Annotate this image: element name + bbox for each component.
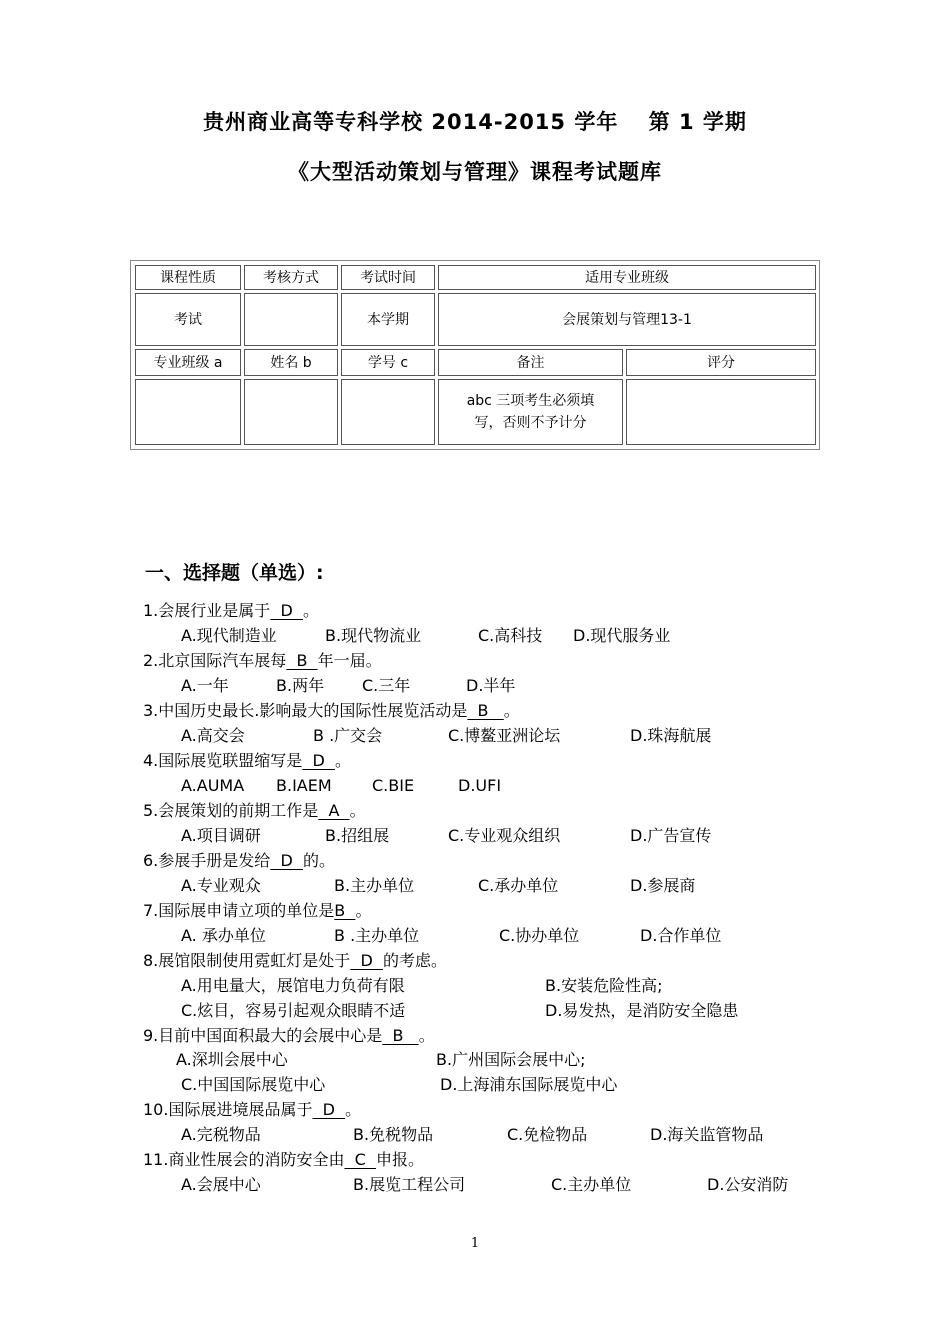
question-stem: 7.国际展申请立项的单位是B 。 xyxy=(143,901,372,920)
header-course-nature: 课程性质 xyxy=(135,265,241,290)
header-score: 评分 xyxy=(626,349,816,376)
option: A.完税物品 xyxy=(181,1125,261,1144)
answer-blank: B xyxy=(286,651,318,670)
option: C.主办单位 xyxy=(551,1175,632,1194)
option: A.现代制造业 xyxy=(181,626,277,645)
option: D.易发热，是消防安全隐患 xyxy=(545,1001,739,1020)
option: A.用电量大，展馆电力负荷有限 xyxy=(181,976,405,995)
option: B.安装危险性高; xyxy=(545,976,663,995)
question-stem: 3.中国历史最长.影响最大的国际性展览活动是 B 。 xyxy=(143,701,520,720)
header-applicable-class: 适用专业班级 xyxy=(438,265,816,290)
question-stem: 1.会展行业是属于 D 。 xyxy=(143,601,319,620)
header-assessment-method: 考核方式 xyxy=(244,265,338,290)
option: B.广州国际会展中心; xyxy=(436,1050,586,1069)
exam-title-course: 《大型活动策划与管理》课程考试题库 xyxy=(288,160,662,184)
header-student-id: 学号 c xyxy=(341,349,435,376)
option: A.AUMA xyxy=(181,776,245,795)
option: C.BIE xyxy=(372,776,415,795)
option: C.炫目，容易引起观众眼睛不适 xyxy=(181,1001,406,1020)
option: C.博鳌亚洲论坛 xyxy=(448,726,561,745)
option: B .广交会 xyxy=(313,726,383,745)
answer-blank: D xyxy=(312,1100,346,1119)
value-applicable-class: 会展策划与管理13-1 xyxy=(438,293,816,346)
option: B.IAEM xyxy=(276,776,332,795)
option: D.参展商 xyxy=(630,876,696,895)
question-stem: 5.会展策划的前期工作是 A 。 xyxy=(143,801,366,820)
option: A.专业观众 xyxy=(181,876,261,895)
option: C.高科技 xyxy=(478,626,543,645)
option: B.招组展 xyxy=(325,826,390,845)
option: B.主办单位 xyxy=(334,876,415,895)
option: C.三年 xyxy=(362,676,411,695)
option: C.协办单位 xyxy=(499,926,580,945)
question-stem: 4.国际展览联盟缩写是 D 。 xyxy=(143,751,351,770)
value-course-nature: 考试 xyxy=(135,293,241,346)
option: B.两年 xyxy=(276,676,325,695)
answer-blank: D xyxy=(270,851,303,870)
answer-blank: D xyxy=(350,951,383,970)
option: C.免检物品 xyxy=(507,1125,588,1144)
header-student-name: 姓名 b xyxy=(244,349,338,376)
answer-blank: D xyxy=(302,751,335,770)
input-major-class[interactable] xyxy=(135,379,241,445)
question-stem: 11.商业性展会的消防安全由 C 申报。 xyxy=(143,1150,424,1169)
option: B.免税物品 xyxy=(353,1125,434,1144)
option: B.现代物流业 xyxy=(325,626,422,645)
exam-info-table xyxy=(130,260,820,450)
value-assessment-method xyxy=(244,293,338,346)
value-remarks: abc 三项考生必须填写，否则不予计分 xyxy=(438,379,623,445)
page-number: 1 xyxy=(470,1236,480,1251)
option: D.珠海航展 xyxy=(630,726,712,745)
answer-blank: B xyxy=(382,1026,419,1045)
section-title-single-choice: 一、选择题（单选）: xyxy=(145,562,324,584)
answer-blank: B xyxy=(334,901,356,920)
answer-blank: B xyxy=(467,701,504,720)
question-stem: 2.北京国际汽车展每 B 年一届。 xyxy=(143,651,382,670)
option: B .主办单位 xyxy=(334,926,420,945)
answer-blank: D xyxy=(270,601,303,620)
answer-blank: A xyxy=(318,801,350,820)
header-major-class: 专业班级 a xyxy=(135,349,241,376)
option: A.一年 xyxy=(181,676,229,695)
option: A. 承办单位 xyxy=(181,926,266,945)
option: C.专业观众组织 xyxy=(448,826,561,845)
exam-title-school: 贵州商业高等专科学校 2014-2015 学年 第 1 学期 xyxy=(203,110,747,134)
input-score[interactable] xyxy=(626,379,816,445)
option: C.承办单位 xyxy=(478,876,559,895)
option: A.项目调研 xyxy=(181,826,261,845)
option: D.海关监管物品 xyxy=(650,1125,764,1144)
option: C.中国国际展览中心 xyxy=(181,1075,326,1094)
option: D.上海浦东国际展览中心 xyxy=(440,1075,618,1094)
option: A.深圳会展中心 xyxy=(176,1050,288,1069)
header-remarks: 备注 xyxy=(438,349,623,376)
option: D.合作单位 xyxy=(640,926,722,945)
option: A.高交会 xyxy=(181,726,245,745)
question-stem: 9.目前中国面积最大的会展中心是 B 。 xyxy=(143,1026,435,1045)
option: D.现代服务业 xyxy=(573,626,671,645)
header-exam-time: 考试时间 xyxy=(341,265,435,290)
option: B.展览工程公司 xyxy=(353,1175,466,1194)
input-student-id[interactable] xyxy=(341,379,435,445)
value-exam-time: 本学期 xyxy=(341,293,435,346)
question-stem: 6.参展手册是发给 D 的。 xyxy=(143,851,335,870)
option: D.UFI xyxy=(458,776,502,795)
option: D.公安消防 xyxy=(707,1175,789,1194)
question-stem: 8.展馆限制使用霓虹灯是处于 D 的考虑。 xyxy=(143,951,447,970)
input-student-name[interactable] xyxy=(244,379,338,445)
option: D.半年 xyxy=(466,676,516,695)
question-stem: 10.国际展进境展品属于 D 。 xyxy=(143,1100,362,1119)
answer-blank: C xyxy=(344,1150,376,1169)
option: A.会展中心 xyxy=(181,1175,261,1194)
option: D.广告宣传 xyxy=(630,826,712,845)
